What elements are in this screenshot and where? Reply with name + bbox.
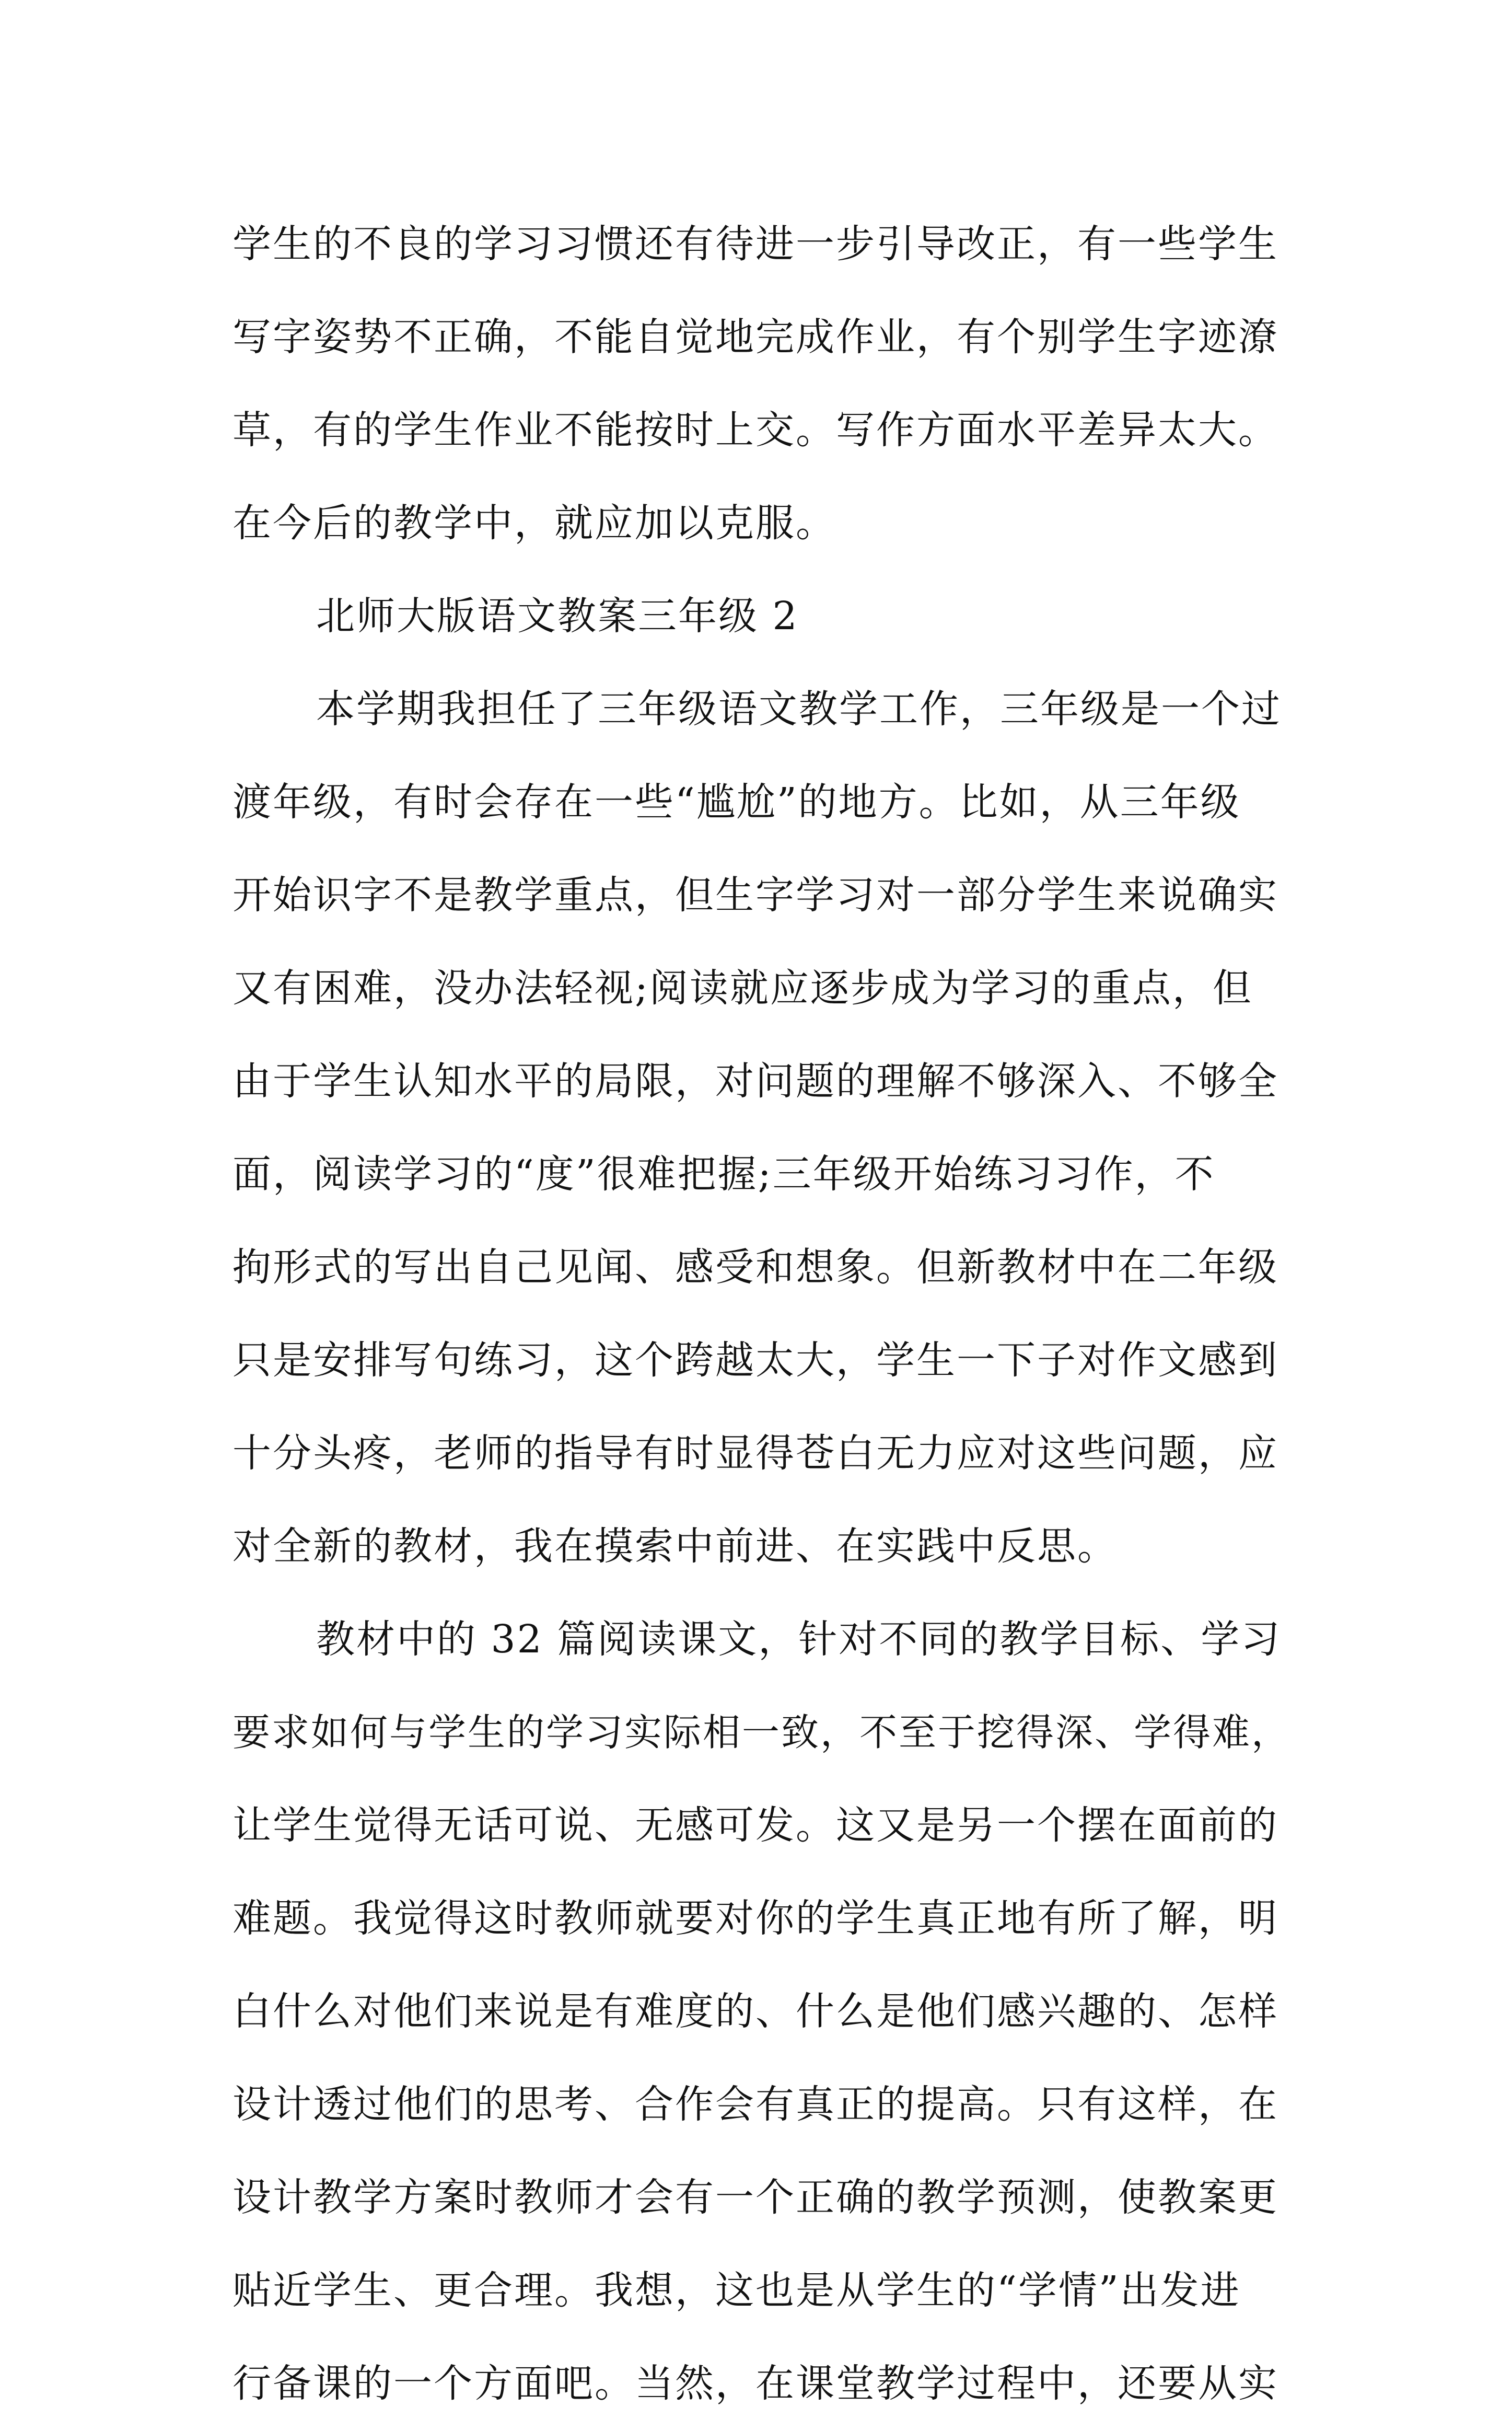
- text-line: 草，有的学生作业不能按时上交。写作方面水平差异太大。: [232, 408, 1278, 453]
- text-line: 难题。我觉得这时教师就要对你的学生真正地有所了解，明: [232, 1896, 1278, 1941]
- text-line: 渡年级，有时会存在一些“尴尬”的地方。比如，从三年级: [232, 780, 1241, 825]
- text-line: 面，阅读学习的“度”很难把握;三年级开始练习习作，不: [232, 1152, 1215, 1197]
- paragraph-start: 教材中的 32 篇阅读课文，针对不同的教学目标、学习: [316, 1617, 1282, 1662]
- text-line: 设计透过他们的思考、合作会有真正的提高。只有这样，在: [232, 2082, 1278, 2127]
- paragraph-start: 本学期我担任了三年级语文教学工作，三年级是一个过: [316, 687, 1282, 732]
- text-line: 对全新的教材，我在摸索中前进、在实践中反思。: [232, 1524, 1118, 1569]
- section-heading: 北师大版语文教案三年级 2: [316, 594, 799, 639]
- text-line: 在今后的教学中，就应加以克服。: [232, 501, 836, 546]
- text-line: 写字姿势不正确，不能自觉地完成作业，有个别学生字迹潦: [232, 315, 1278, 360]
- text-line: 开始识字不是教学重点，但生字学习对一部分学生来说确实: [232, 873, 1278, 918]
- text-line: 贴近学生、更合理。我想，这也是从学生的“学情”出发进: [232, 2268, 1241, 2313]
- text-line: 让学生觉得无话可说、无感可发。这又是另一个摆在面前的: [232, 1803, 1278, 1848]
- text-line: 由于学生认知水平的局限，对问题的理解不够深入、不够全: [232, 1059, 1278, 1104]
- text-line: 拘形式的写出自己见闻、感受和想象。但新教材中在二年级: [232, 1245, 1278, 1290]
- text-line: 设计教学方案时教师才会有一个正确的教学预测，使教案更: [232, 2175, 1278, 2220]
- text-line: 只是安排写句练习，这个跨越太大，学生一下子对作文感到: [232, 1338, 1278, 1383]
- text-line: 又有困难，没办法轻视;阅读就应逐步成为学习的重点，但: [232, 966, 1253, 1011]
- text-line: 学生的不良的学习习惯还有待进一步引导改正，有一些学生: [232, 222, 1278, 267]
- body-text: [232, 198, 1298, 2430]
- text-line: 行备课的一个方面吧。当然，在课堂教学过程中，还要从实: [232, 2361, 1278, 2406]
- text-line: 十分头疼，老师的指导有时显得苍白无力应对这些问题，应: [232, 1431, 1278, 1476]
- text-line: 要求如何与学生的学习实际相一致，不至于挖得深、学得难，: [232, 1710, 1291, 1754]
- text-line: 白什么对他们来说是有难度的、什么是他们感兴趣的、怎样: [232, 1989, 1278, 2034]
